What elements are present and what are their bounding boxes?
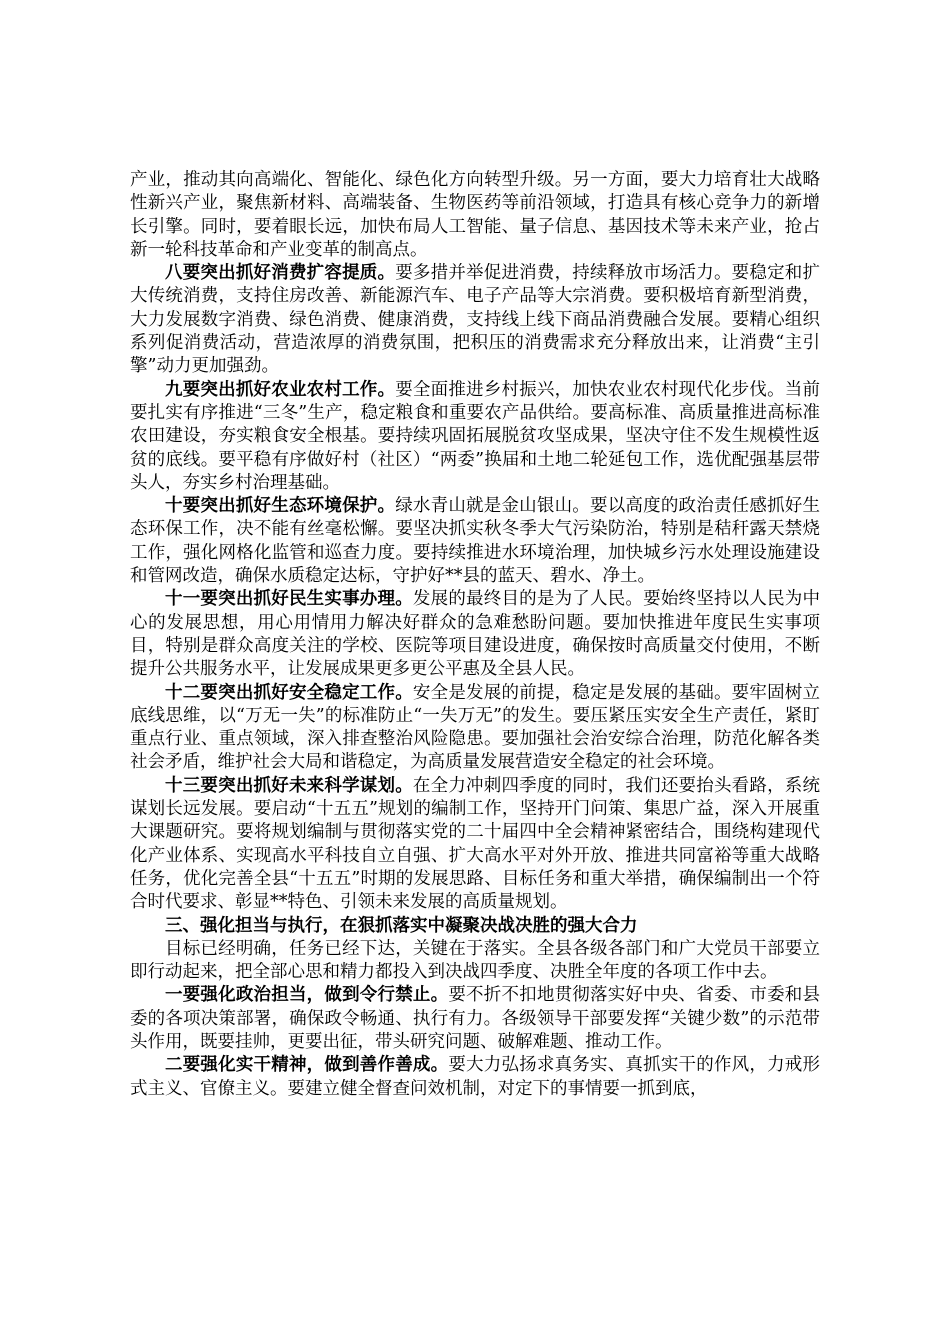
paragraph-lead: 二要强化实干精神，做到善作善成。: [165, 1055, 449, 1076]
paragraph-text: 在全力冲刺四季度的同时，我们还要抬头看路，系统谋划长远发展。要启动“十五五”规划的编制工作，坚持开门问策、集思广益，深入开展重大课题研究。要将规划编制与贯彻落实党的二十届四中全会精神紧密结合，围绕构建现代化产业体系、实现高水平科技自立自强、扩大高水平对外开放、推进共同富裕等重大战略任务，优化完善全县“十五五”时期的发展思路、目标任务和重大举措，确保编制出一个符合时代要求、彰显**特色、引领未来发展的高质量规划。: [130, 775, 821, 913]
paragraph-text: 要全面推进乡村振兴，加快农业农村现代化步伐。当前要扎实有序推进“三冬”生产，稳定粮食和重要农产品供给。要高标准、高质量推进高标准农田建设，夯实粮食安全根基。要持续巩固拓展脱贫攻坚成果，坚决守住不发生规模性返贫的底线。要平稳有序做好村（社区）“两委”换届和土地二轮延包工作，选优配强基层带头人，夯实乡村治理基础。: [130, 379, 821, 493]
paragraph-political: [130, 984, 820, 1054]
paragraph-text: 绿水青山就是金山银山。要以高度的政治责任感抓好生态环保工作，决不能有丝毫松懈。要坚决抓实秋冬季大气污染防治，特别是秸秆露天禁烧工作，强化网格化监管和巡查力度。要持续推进水环境治理，加快城乡污水处理设施建设和管网改造，确保水质稳定达标，守护好**县的蓝天、碧水、净土。: [130, 496, 821, 587]
paragraph-text: 产业，推动其向高端化、智能化、绿色化方向转型升级。另一方面，要大力培育壮大战略性新兴产业，聚焦新材料、高端装备、生物医药等前沿领域，打造具有核心竞争力的新增长引擎。同时，要着眼长远，加快布局人工智能、量子信息、基因技术等未来产业，抢占新一轮科技革命和产业变革的制高点。: [130, 170, 820, 260]
paragraph-text: 安全是发展的前提，稳定是发展的基础。要牢固树立底线思维，以“万无一失”的标准防止“一失万无”的发生。要压紧压实安全生产责任，紧盯重点行业、重点领域，深入排查整治风险隐患。要加强社会治安综合治理，防范化解各类社会矛盾，维护社会大局和谐稳定，为高质量发展营造安全稳定的社会环境。: [130, 682, 821, 773]
paragraph-text: 目标已经明确，任务已经下达，关键在于落实。全县各级各部门和广大党员干部要立即行动起来，把全部心思和精力都投入到决战四季度、决胜全年度的各项工作中去。: [130, 938, 820, 983]
paragraph-text: 发展的最终目的是为了人民。要始终坚持以人民为中心的发展思想，用心用情用力解决好群众的急难愁盼问题。要加快推进年度民生实事项目，特别是群众高度关注的学校、医院等项目建设进度，确保按时高质量交付使用，不断提升公共服务水平，让发展成果更多更公平惠及全县人民。: [130, 589, 821, 680]
paragraph-safety: [130, 682, 820, 775]
paragraph-intro: [130, 938, 820, 985]
paragraph-industry: [130, 169, 820, 262]
document-page: [130, 169, 820, 1101]
section-title: 三、强化担当与执行，在狠抓落实中凝聚决战决胜的强大合力: [165, 915, 638, 936]
paragraph-planning: [130, 775, 820, 915]
paragraph-text: 要不折不扣地贯彻落实好中央、省委、市委和县委的各项决策部署，确保政令畅通、执行有力。各级领导干部要发挥“关键少数”的示范带头作用，既要挂帅，更要出征，带头研究问题、破解难题、推动工作。: [130, 985, 821, 1052]
paragraph-lead: 八要突出抓好消费扩容提质。: [165, 263, 396, 284]
paragraph-text: 要多措并举促进消费，持续释放市场活力。要稳定和扩大传统消费，支持住房改善、新能源汽车、电子产品等大宗消费。要积极培育新型消费，大力发展数字消费、绿色消费、健康消费，支持线上线下商品消费融合发展。要精心组织系列促消费活动，营造浓厚的消费氛围，把积压的消费需求充分释放出来，让消费“主引擎”动力更加强劲。: [130, 263, 821, 377]
paragraph-text: 要大力弘扬求真务实、真抓实干的作风，力戒形式主义、官僚主义。要建立健全督查问效机制，对定下的事情要一抓到底，: [130, 1055, 821, 1099]
paragraph-lead: 十二要突出抓好安全稳定工作。: [165, 682, 413, 703]
paragraph-ecology: [130, 495, 820, 588]
paragraph-lead: 十要突出抓好生态环境保护。: [165, 496, 396, 517]
paragraph-livelihood: [130, 588, 820, 681]
paragraph-lead: 一要强化政治担当，做到令行禁止。: [165, 985, 449, 1006]
paragraph-practical: [130, 1054, 820, 1101]
paragraph-consumption: [130, 262, 820, 378]
paragraph-lead: 九要突出抓好农业农村工作。: [165, 379, 396, 400]
paragraph-lead: 十三要突出抓好未来科学谋划。: [165, 775, 413, 796]
paragraph-lead: 十一要突出抓好民生实事办理。: [165, 589, 413, 610]
paragraph-agriculture: [130, 379, 820, 495]
